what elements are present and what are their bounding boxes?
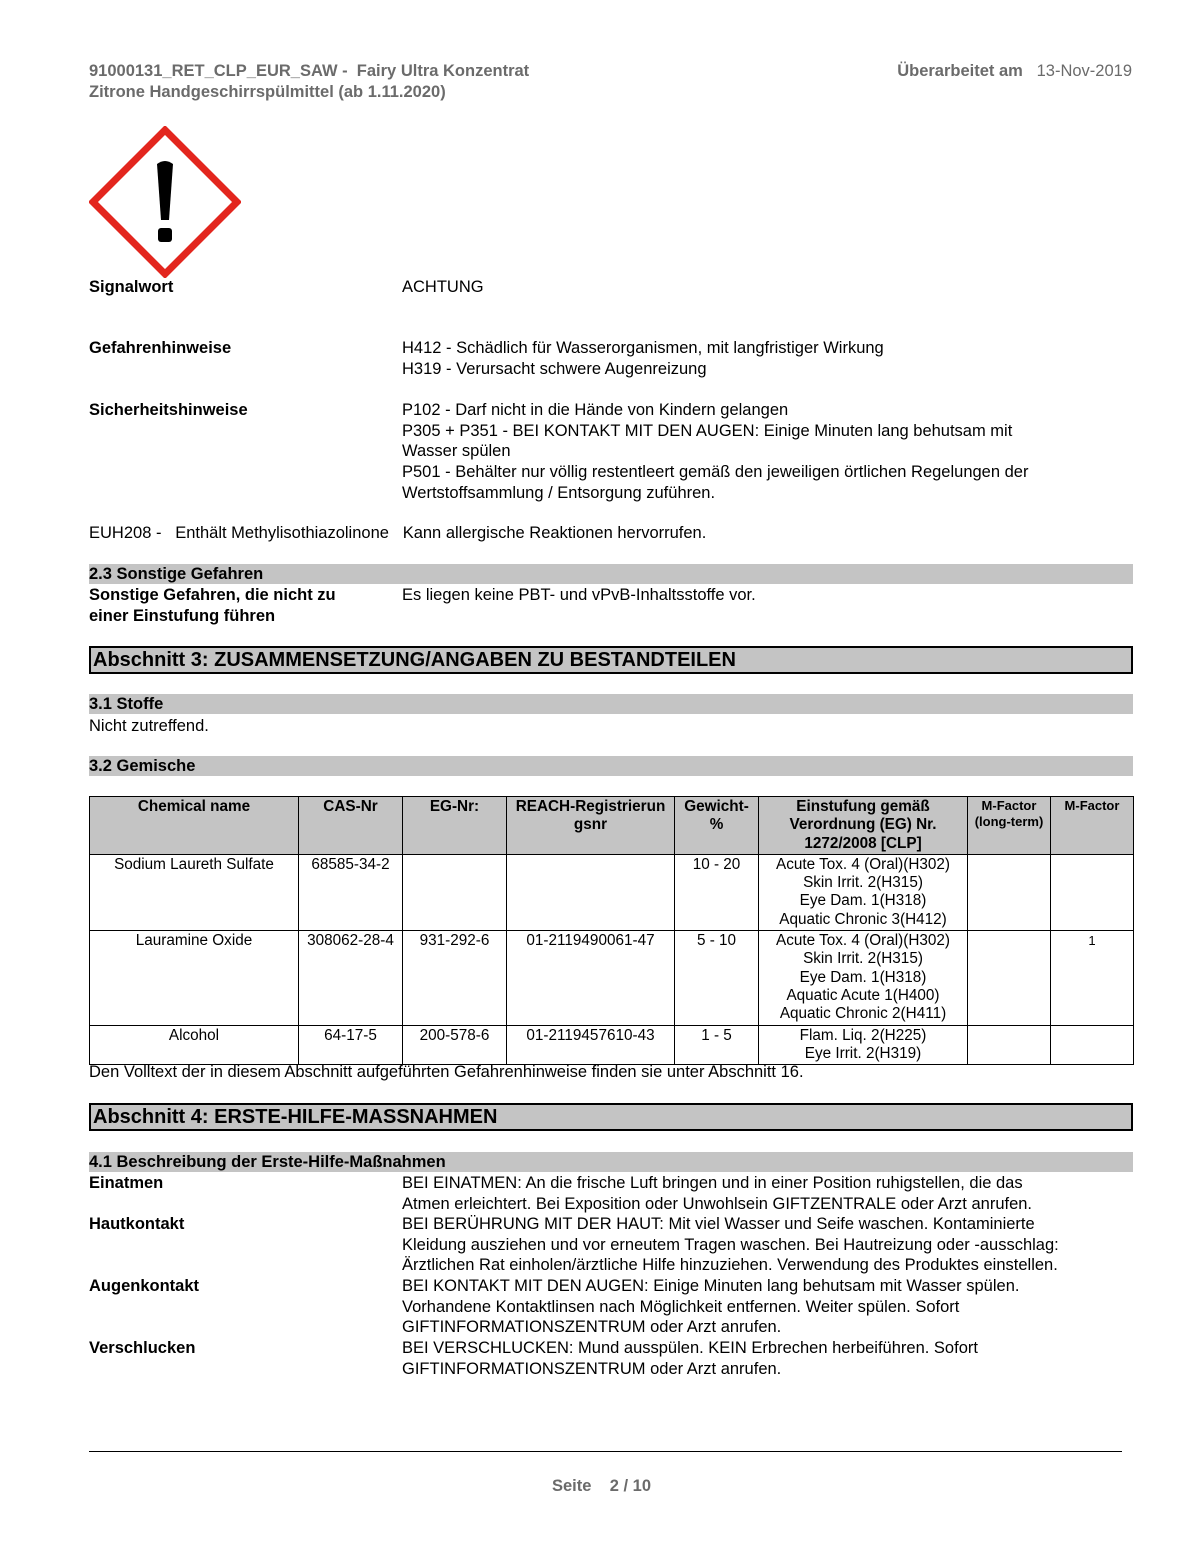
cell-weight: 10 - 20 bbox=[675, 854, 759, 930]
euh208-statement bbox=[89, 523, 706, 544]
cell-name: Lauramine Oxide bbox=[90, 931, 299, 1025]
first-aid-line: Atmen erleichtert. Bei Exposition oder Unwohlsein GIFTZENTRALE oder Arzt anrufen. bbox=[402, 1194, 1033, 1213]
table-row bbox=[90, 931, 1134, 1025]
cell-classification: Acute Tox. 4 (Oral)(H302) Skin Irrit. 2(H315) Eye Dam. 1(H318) Aquatic Acute 1(H400) Aquatic Chronic 2(H411) bbox=[759, 931, 968, 1025]
section-3-1-title: 3.1 Stoffe bbox=[89, 694, 1133, 714]
first-aid-line: BEI KONTAKT MIT DEN AUGEN: Einige Minuten lang behutsam mit Wasser spülen. bbox=[402, 1277, 1020, 1295]
precautionary-statements bbox=[402, 400, 1132, 504]
cell-eg: 200-578-6 bbox=[403, 1025, 507, 1065]
cell-m-factor: 1 bbox=[1051, 931, 1134, 1025]
hazard-statements-label: Gefahrenhinweise bbox=[89, 339, 232, 357]
euh208-code: EUH208 - bbox=[89, 524, 162, 542]
col-cas: CAS-Nr bbox=[299, 797, 403, 855]
section-3-1-text: Nicht zutreffend. bbox=[89, 717, 209, 735]
exclamation-mark-icon bbox=[89, 126, 241, 278]
first-aid-inhalation bbox=[402, 1173, 1132, 1214]
section-3-title: Abschnitt 3: ZUSAMMENSETZUNG/ANGABEN ZU BESTANDTEILEN bbox=[93, 649, 736, 671]
precaution-line: P102 - Darf nicht in die Hände von Kindern gelangen bbox=[402, 401, 789, 419]
first-aid-line: BEI VERSCHLUCKEN: Mund ausspülen. KEIN Erbrechen herbeiführen. Sofort bbox=[402, 1339, 978, 1357]
col-m-factor: M-Factor bbox=[1051, 797, 1134, 855]
precaution-line: Wasser spülen bbox=[402, 442, 511, 461]
hazard-line: H319 - Verursacht schwere Augenreizung bbox=[402, 359, 707, 378]
cell-cas: 64-17-5 bbox=[299, 1025, 403, 1065]
other-hazards-label bbox=[89, 585, 336, 627]
first-aid-skin-label: Hautkontakt bbox=[89, 1215, 185, 1233]
section-3-note: Den Volltext der in diesem Abschnitt aufgeführten Gefahrenhinweise finden sie unter Abschnitt 16. bbox=[89, 1063, 804, 1081]
doc-code: 91000131_RET_CLP_EUR_SAW - bbox=[89, 62, 348, 80]
cell-m-factor bbox=[1051, 854, 1134, 930]
cell-weight: 1 - 5 bbox=[675, 1025, 759, 1065]
table-row bbox=[90, 1025, 1134, 1065]
section-4-heading bbox=[89, 1103, 1133, 1131]
euh208-text: Kann allergische Reaktionen hervorrufen. bbox=[402, 524, 707, 542]
first-aid-line: GIFTINFORMATIONSZENTRUM oder Arzt anrufen. bbox=[402, 1359, 782, 1378]
revision-info bbox=[897, 61, 1132, 82]
col-m-factor-long: M-Factor (long-term) bbox=[968, 797, 1051, 855]
section-2-3-title: 2.3 Sonstige Gefahren bbox=[89, 564, 1133, 584]
section-3-2-title: 3.2 Gemische bbox=[89, 756, 1133, 776]
first-aid-skin bbox=[402, 1214, 1132, 1276]
precautionary-statements-label: Sicherheitshinweise bbox=[89, 401, 248, 419]
document-header bbox=[89, 61, 529, 103]
col-reach: REACH-Registrierun gsnr bbox=[507, 797, 675, 855]
page-number: 2 / 10 bbox=[609, 1477, 652, 1495]
hazard-statements bbox=[402, 338, 1132, 379]
col-classification: Einstufung gemäß Verordnung (EG) Nr. 1272/2008 [CLP] bbox=[759, 797, 968, 855]
first-aid-eyes-label: Augenkontakt bbox=[89, 1277, 200, 1295]
first-aid-line: BEI EINATMEN: An die frische Luft bringen und in einer Position ruhigstellen, die das bbox=[402, 1174, 1023, 1192]
first-aid-line: GIFTINFORMATIONSZENTRUM oder Arzt anrufen. bbox=[402, 1318, 782, 1337]
cell-classification: Flam. Liq. 2(H225) Eye Irrit. 2(H319) bbox=[759, 1025, 968, 1065]
col-weight: Gewicht- % bbox=[675, 797, 759, 855]
cell-classification: Acute Tox. 4 (Oral)(H302) Skin Irrit. 2(H315) Eye Dam. 1(H318) Aquatic Chronic 3(H412) bbox=[759, 854, 968, 930]
revised-date: 13-Nov-2019 bbox=[1036, 62, 1132, 80]
footer-divider bbox=[89, 1451, 1122, 1452]
signal-word-label: Signalwort bbox=[89, 278, 174, 296]
other-hazards-value: Es liegen keine PBT- und vPvB-Inhaltsstoffe vor. bbox=[402, 586, 756, 604]
section-4-title: Abschnitt 4: ERSTE-HILFE-MASSNAHMEN bbox=[93, 1106, 498, 1128]
cell-m-factor-long bbox=[968, 931, 1051, 1025]
product-name-line2: Zitrone Handgeschirrspülmittel (ab 1.11.2020) bbox=[89, 83, 446, 101]
first-aid-ingestion bbox=[402, 1338, 1132, 1379]
col-eg: EG-Nr: bbox=[403, 797, 507, 855]
signal-word-value: ACHTUNG bbox=[402, 278, 484, 296]
cell-name: Sodium Laureth Sulfate bbox=[90, 854, 299, 930]
table-row bbox=[90, 854, 1134, 930]
cell-m-factor-long bbox=[968, 1025, 1051, 1065]
hazard-line: H412 - Schädlich für Wasserorganismen, mit langfristiger Wirkung bbox=[402, 339, 884, 357]
first-aid-inhalation-label: Einatmen bbox=[89, 1174, 164, 1192]
cell-name: Alcohol bbox=[90, 1025, 299, 1065]
other-hazards-label-line: einer Einstufung führen bbox=[89, 607, 276, 625]
first-aid-eyes bbox=[402, 1276, 1132, 1338]
first-aid-line: Ärztlichen Rat einholen/ärztliche Hilfe hinzuziehen. Verwendung des Produktes einstellen. bbox=[402, 1256, 1058, 1275]
composition-table bbox=[89, 796, 1134, 1065]
table-header-row bbox=[90, 797, 1134, 855]
first-aid-ingestion-label: Verschlucken bbox=[89, 1339, 196, 1357]
cell-eg: 931-292-6 bbox=[403, 931, 507, 1025]
page-label: Seite bbox=[551, 1477, 592, 1495]
product-name: Fairy Ultra Konzentrat bbox=[356, 62, 530, 80]
cell-weight: 5 - 10 bbox=[675, 931, 759, 1025]
cell-cas: 308062-28-4 bbox=[299, 931, 403, 1025]
cell-m-factor-long bbox=[968, 854, 1051, 930]
precaution-line: Wertstoffsammlung / Entsorgung zuführen. bbox=[402, 483, 716, 502]
cell-m-factor bbox=[1051, 1025, 1134, 1065]
cell-reach bbox=[507, 854, 675, 930]
cell-reach: 01-2119490061-47 bbox=[507, 931, 675, 1025]
cell-cas: 68585-34-2 bbox=[299, 854, 403, 930]
revised-label: Überarbeitet am bbox=[897, 62, 1023, 80]
col-chemical-name: Chemical name bbox=[90, 797, 299, 855]
section-3-heading bbox=[89, 646, 1133, 674]
other-hazards-label-line: Sonstige Gefahren, die nicht zu bbox=[89, 586, 336, 604]
first-aid-line: Kleidung ausziehen und vor erneutem Tragen waschen. Bei Hautreizung oder -ausschlag: bbox=[402, 1235, 1059, 1254]
precaution-line: P305 + P351 - BEI KONTAKT MIT DEN AUGEN: Einige Minuten lang behutsam mit bbox=[402, 421, 1013, 440]
page-footer bbox=[0, 1476, 1203, 1497]
first-aid-line: BEI BERÜHRUNG MIT DER HAUT: Mit viel Wasser und Seife waschen. Kontaminierte bbox=[402, 1215, 1035, 1233]
first-aid-line: Vorhandene Kontaktlinsen nach Möglichkeit entfernen. Weiter spülen. Sofort bbox=[402, 1297, 960, 1316]
cell-eg bbox=[403, 854, 507, 930]
euh208-substance: Enthält Methylisothiazolinone bbox=[175, 524, 389, 542]
precaution-line: P501 - Behälter nur völlig restentleert gemäß den jeweiligen örtlichen Regelungen der bbox=[402, 463, 1029, 482]
section-4-1-title: 4.1 Beschreibung der Erste-Hilfe-Maßnahmen bbox=[89, 1152, 1133, 1172]
cell-reach: 01-2119457610-43 bbox=[507, 1025, 675, 1065]
